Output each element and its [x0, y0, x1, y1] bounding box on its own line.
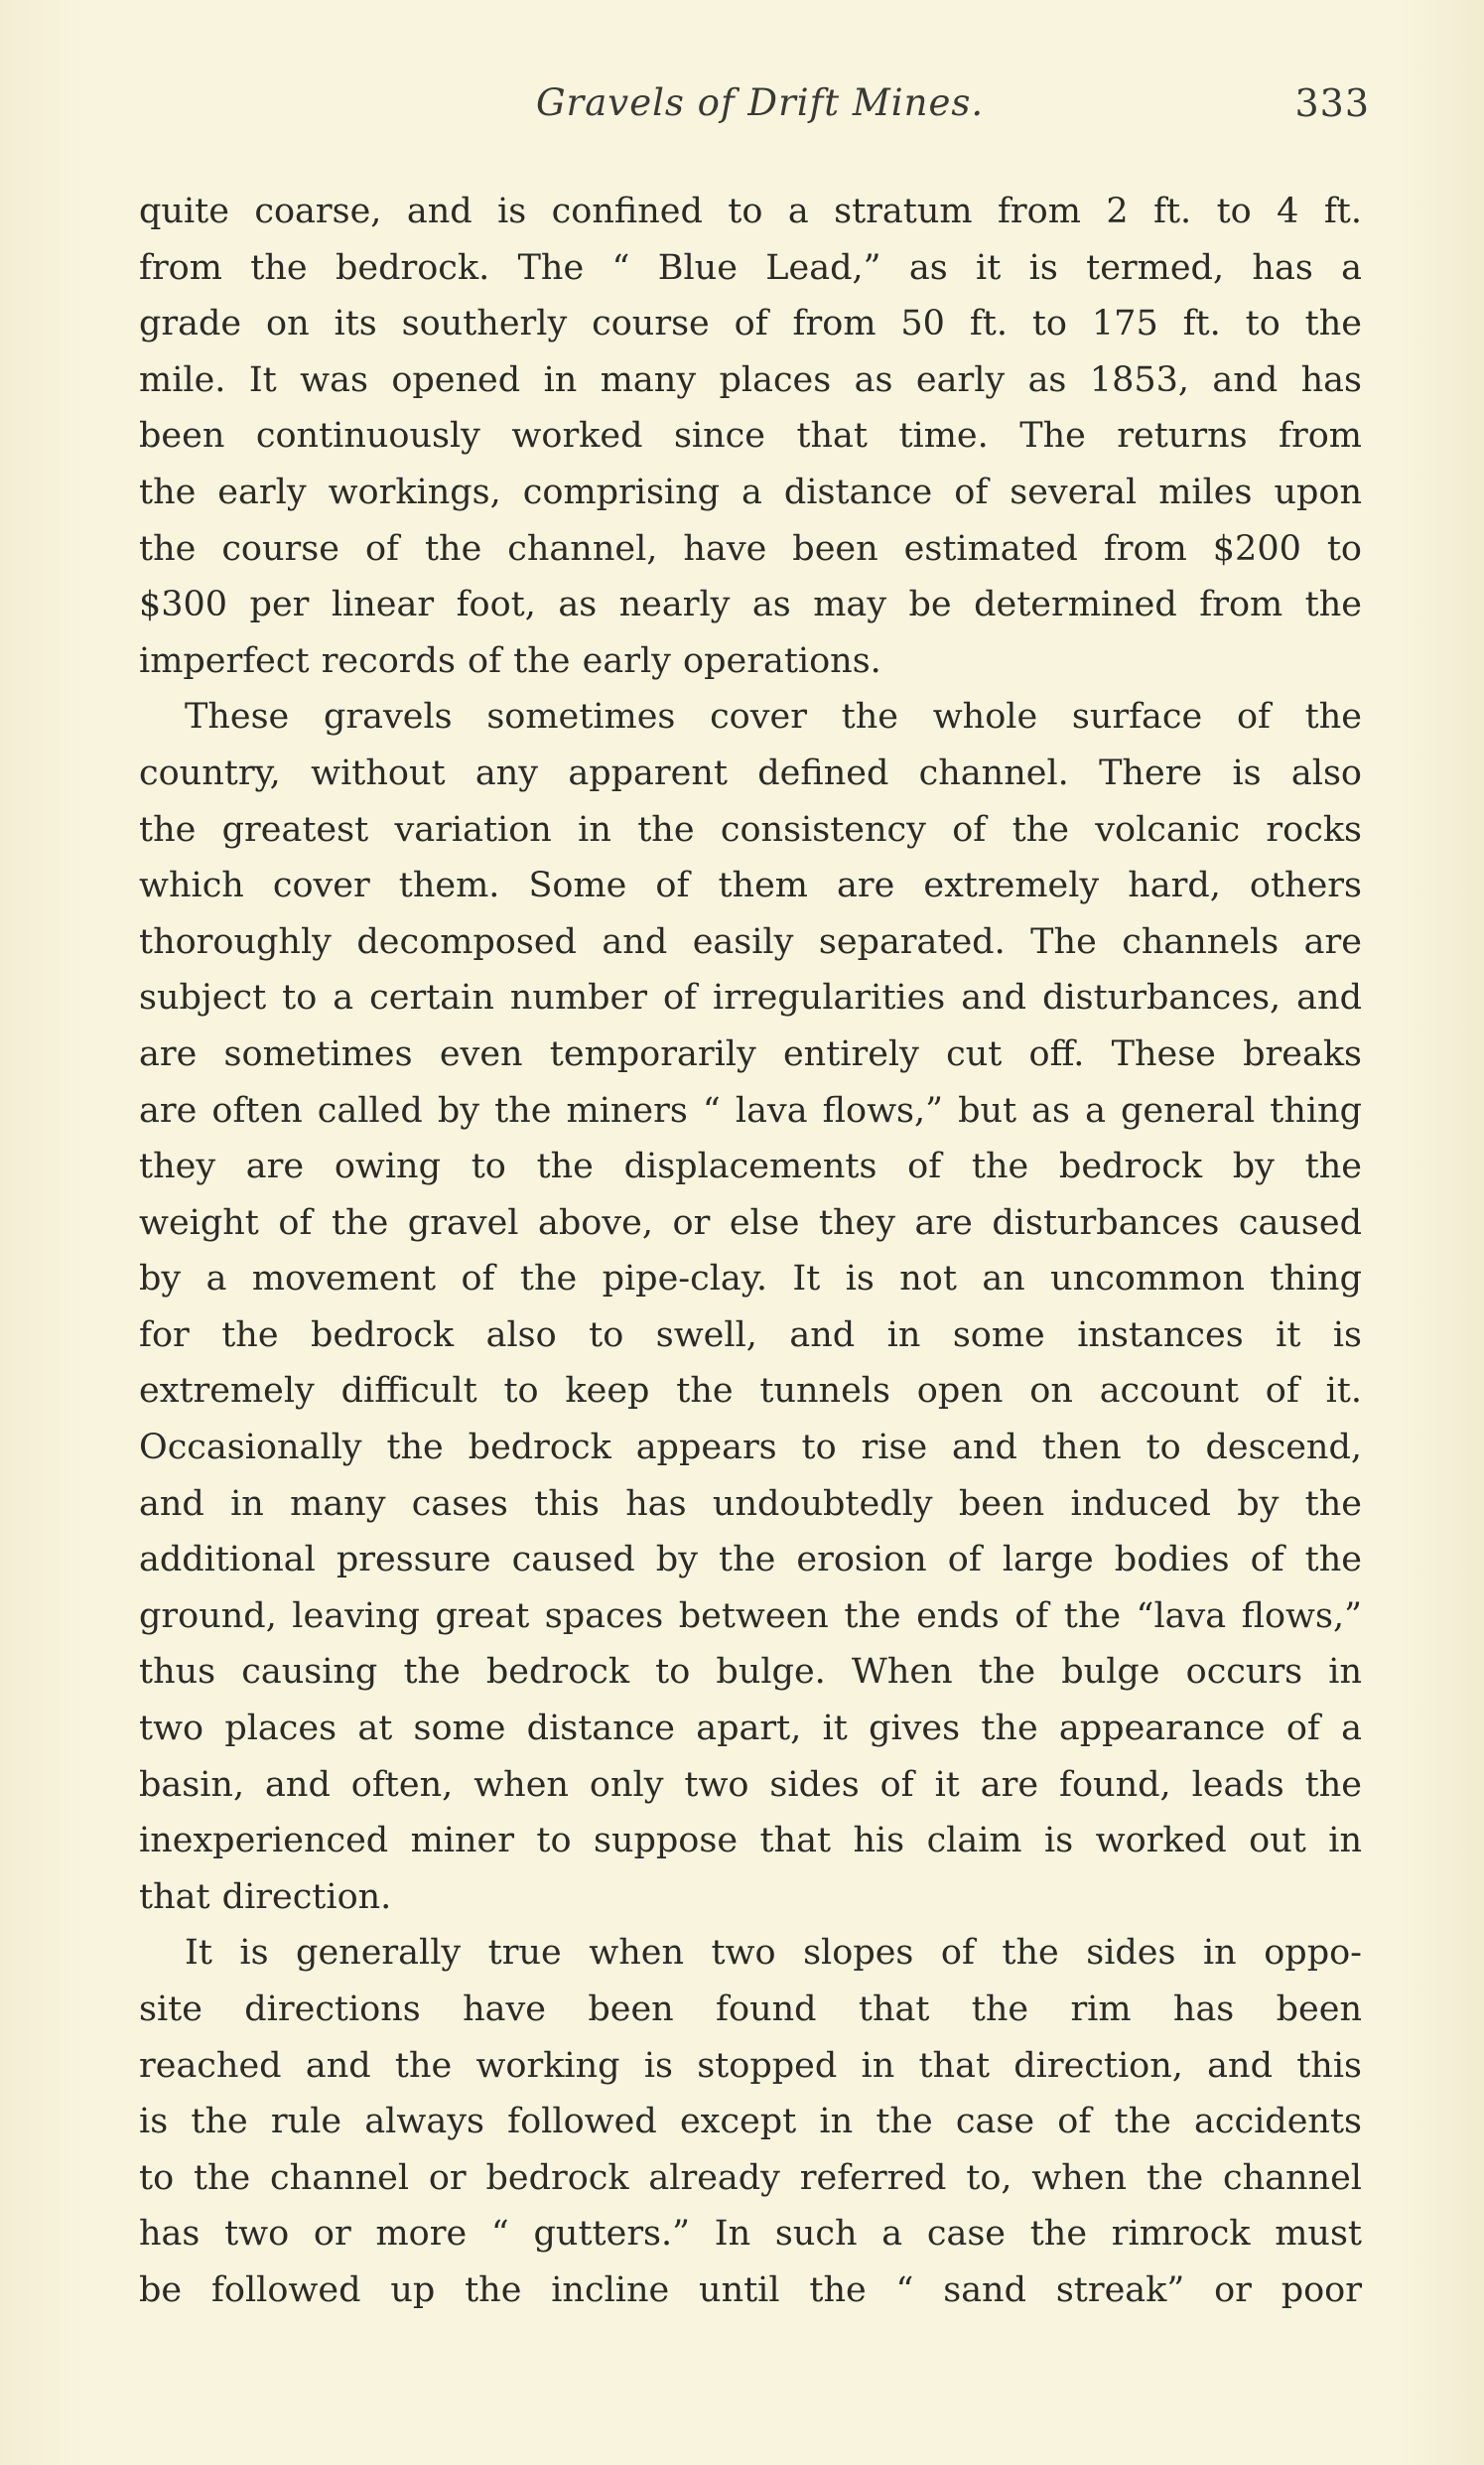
- text-line: thoroughly decomposed and easily separated. The channels are: [139, 921, 1362, 962]
- text-line: ground, leaving great spaces between the ends of the “lava flows,”: [139, 1595, 1362, 1636]
- text-line: the early workings, comprising a distance of several miles upon: [139, 472, 1362, 512]
- text-line: are sometimes even temporarily entirely cut off. These breaks: [139, 1033, 1362, 1074]
- text-line: subject to a certain number of irregularities and disturbances, and: [139, 978, 1362, 1019]
- text-line: $300 per linear foot, as nearly as may be determined from the: [139, 585, 1362, 625]
- text-line: basin, and often, when only two sides of it are found, leads the: [139, 1764, 1362, 1805]
- text-line: It is generally true when two slopes of the sides in oppo-: [185, 1933, 1362, 1974]
- text-line: two places at some distance apart, it gives the appearance of a: [139, 1709, 1362, 1749]
- body-text: [139, 184, 1362, 2319]
- text-line: which cover them. Some of them are extremely hard, others: [139, 866, 1362, 906]
- text-line: Occasionally the bedrock appears to rise and then to descend,: [139, 1428, 1362, 1468]
- text-line: are often called by the miners “ lava flows,” but as a general thing: [139, 1090, 1362, 1131]
- text-line: thus causing the bedrock to bulge. When the bulge occurs in: [139, 1652, 1362, 1693]
- text-line: for the bedrock also to swell, and in some instances it is: [139, 1314, 1362, 1355]
- text-line: and in many cases this has undoubtedly been induced by the: [139, 1483, 1362, 1524]
- text-line: been continuously worked since that time. The returns from: [139, 416, 1362, 457]
- page-number: 333: [1294, 81, 1370, 125]
- text-line: has two or more “ gutters.” In such a case the rimrock must: [139, 2214, 1362, 2255]
- text-line: by a movement of the pipe-clay. It is not an uncommon thing: [139, 1259, 1362, 1300]
- text-line: mile. It was opened in many places as early as 1853, and has: [139, 359, 1362, 400]
- text-line: that direction.: [139, 1876, 392, 1917]
- text-line: the greatest variation in the consistency of the volcanic rocks: [139, 809, 1362, 850]
- text-line: additional pressure caused by the erosion of large bodies of the: [139, 1540, 1362, 1580]
- text-line: they are owing to the displacements of the bedrock by the: [139, 1147, 1362, 1187]
- text-line: These gravels sometimes cover the whole surface of the: [185, 697, 1362, 738]
- text-line: extremely difficult to keep the tunnels open on account of it.: [139, 1371, 1362, 1412]
- text-line: inexperienced miner to suppose that his claim is worked out in: [139, 1821, 1362, 1861]
- text-line: weight of the gravel above, or else they are disturbances caused: [139, 1202, 1362, 1243]
- text-line: grade on its southerly course of from 50 ft. to 175 ft. to the: [139, 304, 1362, 344]
- text-line: quite coarse, and is confined to a stratum from 2 ft. to 4 ft.: [139, 192, 1362, 231]
- running-head: [139, 81, 1370, 141]
- text-line: site directions have been found that the rim has been: [139, 1989, 1362, 2029]
- text-line: the course of the channel, have been estimated from $200 to: [139, 528, 1362, 569]
- text-line: is the rule always followed except in the case of the accidents: [139, 2102, 1362, 2142]
- running-title: Gravels of Drift Mines.: [536, 81, 985, 124]
- text-line: from the bedrock. The “ Blue Lead,” as it is termed, has a: [139, 247, 1362, 288]
- text-line: be followed up the incline until the “ sand streak” or poor: [139, 2269, 1362, 2310]
- text-line: to the channel or bedrock already referred to, when the channel: [139, 2157, 1362, 2198]
- text-line: reached and the working is stopped in that direction, and this: [139, 2045, 1362, 2086]
- text-line: imperfect records of the early operations.: [139, 640, 881, 681]
- text-line: country, without any apparent defined channel. There is also: [139, 753, 1362, 793]
